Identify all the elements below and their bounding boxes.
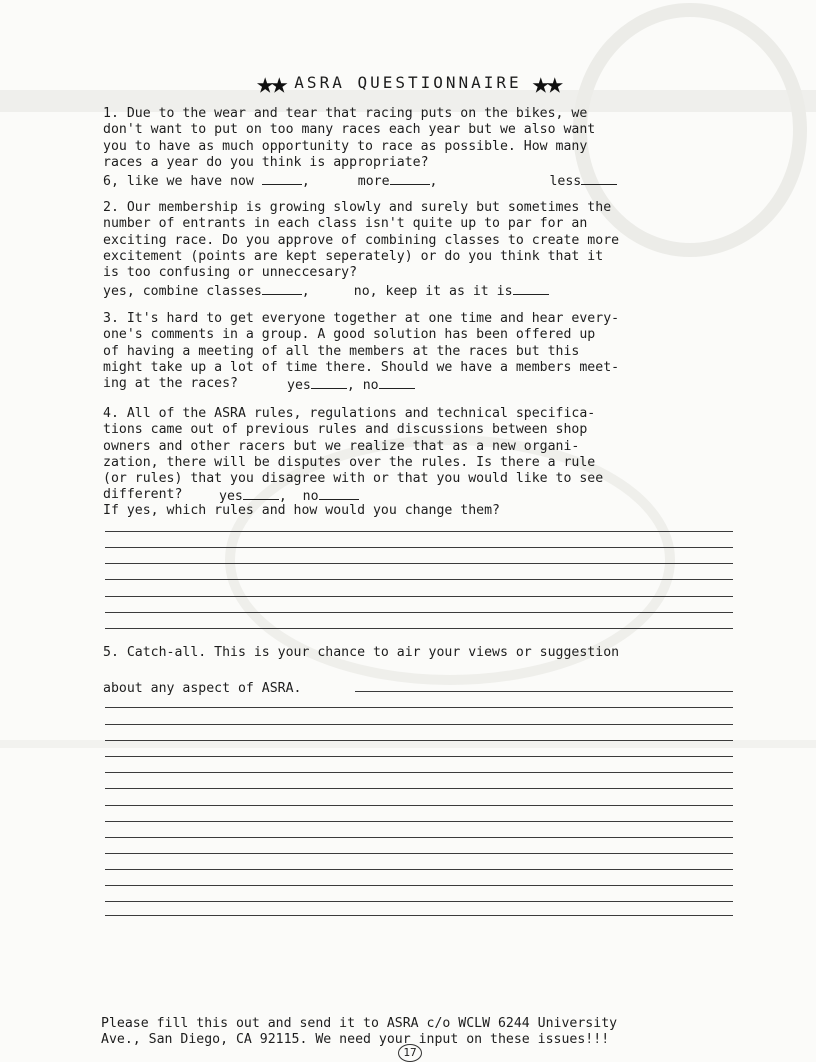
q3-option-yes-label: yes <box>287 378 311 393</box>
mailing-instructions: Please fill this out and send it to ASRA c/o WCLW 6244 University Ave., San Diego, CA 92115. We need your input on these issues!!! <box>101 1016 618 1048</box>
q5-answer-line[interactable] <box>105 853 733 854</box>
q2-option-no-label: no, keep it as it is <box>353 284 513 299</box>
q4-option-yes-blank[interactable] <box>243 487 279 500</box>
q4-answer-line[interactable] <box>105 547 733 548</box>
q4-answer-line[interactable] <box>105 628 733 629</box>
question-2-answers: yes, combine classes , no, keep it as it is <box>103 282 743 299</box>
q5-answer-line[interactable] <box>105 901 733 902</box>
q5-answer-line[interactable] <box>105 724 733 725</box>
q4-option-no-label: no <box>302 489 319 504</box>
q3-option-no-blank[interactable] <box>379 376 415 389</box>
question-2-text: 2. Our membership is growing slowly and surely but sometimes the number of entrants in each class isn't quite up to par for an exciting race. Do you approve of combining classes to create more excitement (points are kept seperately) or do you think that it is too confusing or unneccesary? <box>103 200 620 281</box>
q5-answer-line[interactable] <box>105 915 733 916</box>
q3-option-no-label: no <box>362 378 379 393</box>
q4-answer-line[interactable] <box>105 531 733 532</box>
q1-option-now-label: 6, like we have now <box>103 174 254 189</box>
page-title: ★★ ASRA QUESTIONNAIRE ★★ <box>256 66 560 101</box>
question-5-text-line2: about any aspect of ASRA. <box>103 681 302 696</box>
question-3-text: 3. It's hard to get everyone together at one time and hear every- one's comments in a group. A good solution has been offered up of having a meeting of all the members at the races but this might take up a lot of time there. Should we have a members meet- ing at the races? <box>103 311 620 392</box>
q4-option-yes-label: yes <box>219 489 243 504</box>
q5-answer-line[interactable] <box>105 869 733 870</box>
q1-option-more-label: more <box>357 174 390 189</box>
q1-option-now-blank[interactable] <box>262 172 302 185</box>
q5-answer-line[interactable] <box>105 821 733 822</box>
question-3-answers: yes , no <box>287 376 816 393</box>
q5-answer-line[interactable] <box>105 707 733 708</box>
q2-option-yes-label: yes, combine classes <box>103 284 262 299</box>
q1-option-less-label: less <box>549 174 582 189</box>
page-number: 17 <box>398 1044 422 1062</box>
q4-answer-line[interactable] <box>105 612 733 613</box>
q5-answer-line[interactable] <box>105 772 733 773</box>
question-1-answers: 6, like we have now , more , less <box>103 172 743 189</box>
star-icon: ★★ <box>256 66 285 101</box>
q2-option-no-blank[interactable] <box>513 282 549 295</box>
q4-option-no-blank[interactable] <box>319 487 359 500</box>
q1-option-less-blank[interactable] <box>581 172 617 185</box>
question-4-text: 4. All of the ASRA rules, regulations and technical specifica- tions came out of previous rules and discussions between shop owners and other racers but we realize that as a new organi- zation, there will be disputes over the rules. Is there a rule (or rules) that you disagree with or that you would like to see different? <box>103 406 604 503</box>
q5-answer-line[interactable] <box>105 756 733 757</box>
q5-answer-line[interactable] <box>105 788 733 789</box>
q2-option-yes-blank[interactable] <box>262 282 302 295</box>
question-5-text: 5. Catch-all. This is your chance to air your views or suggestion <box>103 645 620 660</box>
q5-answer-line[interactable] <box>105 740 733 741</box>
question-4-answers: yes , no <box>219 487 816 504</box>
q4-answer-line[interactable] <box>105 579 733 580</box>
q5-answer-line[interactable] <box>105 885 733 886</box>
q3-option-yes-blank[interactable] <box>311 376 347 389</box>
star-icon: ★★ <box>531 66 560 101</box>
q4-answer-line[interactable] <box>105 563 733 564</box>
q5-answer-line[interactable] <box>105 837 733 838</box>
q1-option-more-blank[interactable] <box>390 172 430 185</box>
question-1-text: 1. Due to the wear and tear that racing puts on the bikes, we don't want to put on too many races each year but we also want you to have as much opportunity to race as possible. How many races a year do you think is appropriate? <box>103 106 596 170</box>
q5-answer-line[interactable] <box>355 691 733 692</box>
q4-answer-line[interactable] <box>105 596 733 597</box>
q5-answer-line[interactable] <box>105 805 733 806</box>
question-4-followup: If yes, which rules and how would you change them? <box>103 503 500 518</box>
